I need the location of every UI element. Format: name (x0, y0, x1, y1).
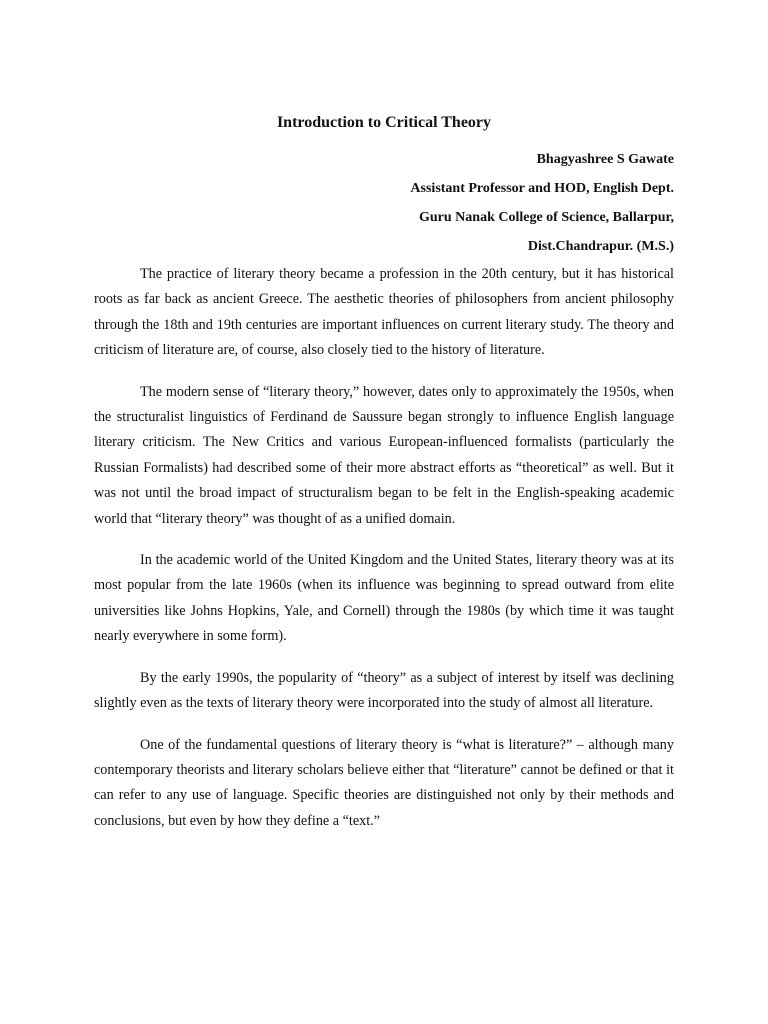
author-institution: Guru Nanak College of Science, Ballarpur, (419, 210, 674, 225)
author-name: Bhagyashree S Gawate (536, 152, 674, 167)
author-position: Assistant Professor and HOD, English Dept. (410, 181, 674, 196)
document-title: Introduction to Critical Theory (276, 114, 492, 131)
paragraph: By the early 1990s, the popularity of “theory” as a subject of interest by itself was declining slightly even as the texts of literary theory were incorporated into the study of almost all literature. (94, 669, 674, 712)
paragraph: In the academic world of the United Kingdom and the United States, literary theory was at its most popular from the late 1960s (when its influence was beginning to spread outward from elite universities like Johns Hopkins, Yale, and Cornell) through the 1980s (by which time it was taught nearly everywhere in some form). (94, 552, 674, 645)
author-district: Dist.Chandrapur. (M.S.) (527, 239, 674, 254)
author-block (410, 145, 674, 261)
paragraph: One of the fundamental questions of literary theory is “what is literature?” – although many contemporary theorists and literary scholars believe either that “literature” cannot be defined or that it can refer to any use of language. Specific theories are distinguished not only by their methods and conclusions, but even by how they define a “text.” (94, 736, 674, 829)
paragraph: The modern sense of “literary theory,” however, dates only to approximately the 1950s, when the structuralist linguistics of Ferdinand de Saussure began strongly to influence English language literary criticism. The New Critics and various European-influenced formalists (particularly the Russian Formalists) had described some of their more abstract efforts as “theoretical” as well. But it was not until the broad impact of structuralism began to be felt in the English-speaking academic world that “literary theory” was thought of as a unified domain. (94, 383, 674, 527)
document-body (94, 262, 674, 850)
paragraph: The practice of literary theory became a profession in the 20th century, but it has historical roots as far back as ancient Greece. The aesthetic theories of philosophers from ancient philosophy through the 18th and 19th centuries are important influences on current literary study. The theory and criticism of literature are, of course, also closely tied to the history of literature. (94, 266, 674, 359)
